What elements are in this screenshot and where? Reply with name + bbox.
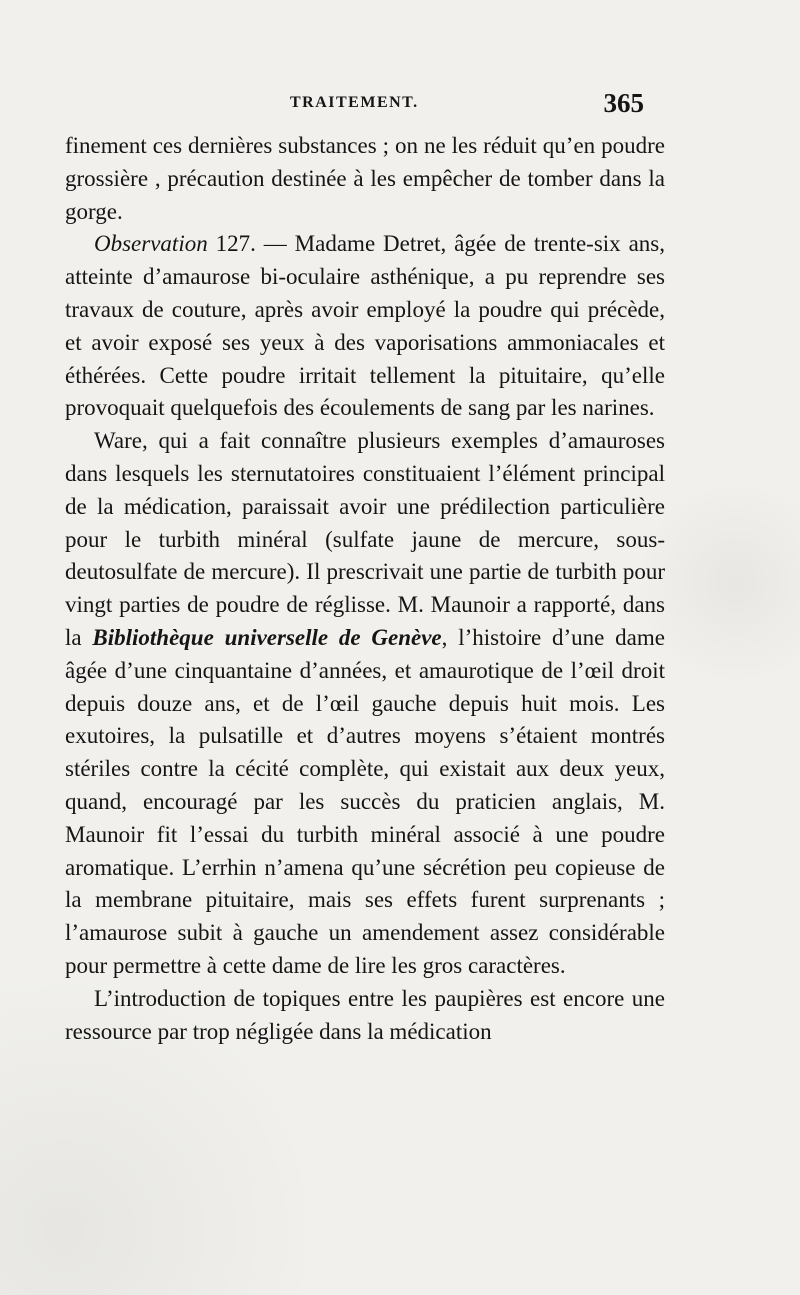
observation-text: 127. — Madame Detret, âgée de trente-six ans, atteinte d’amaurose bi-oculaire asthénique, a pu reprendre ses travaux de couture, après avoir employé la poudre qui précède, et avoir exposé ses yeux à des vaporisations ammoniacales et éthérées. Cette poudre irritait tellement la pituitaire, qu’elle provoquait quelquefois des écoulements de sang par les narines. <box>65 231 665 421</box>
paragraph-text: finement ces dernières substances ; on ne les réduit qu’en poudre grossière , précaution destinée à les empêcher de tomber dans la gorge. <box>65 133 665 224</box>
page-header <box>68 88 648 124</box>
paragraph-text-after-title: , l’histoire d’une dame âgée d’une cinquantaine d’années, et amaurotique de l’œil droit depuis douze ans, et de l’œil gauche depuis huit mois. Les exutoires, la pulsatille et d’autres moyens s’étaient montrés stériles contre la cécité complète, qui existait aux deux yeux, quand, encouragé par les succès du praticien anglais, M. Maunoir fit l’essai du turbith minéral associé à une poudre aromatique. L’errhin n’amena qu’une sécrétion peu copieuse de la membrane pituitaire, mais ses effets furent surprenants ; l’amaurose subit à gauche un amendement assez considérable pour permettre à cette dame de lire les gros caractères. <box>65 624 665 978</box>
paragraph-observation <box>65 228 665 425</box>
paragraph-text: L’introduction de topiques entre les paupières est encore une ressource par trop négligée dans la médication <box>65 985 665 1044</box>
paragraph-introduction <box>65 983 665 1049</box>
page-number: 365 <box>603 88 644 118</box>
paragraph-text-before-title: Ware, qui a fait connaître plusieurs exemples d’amauroses dans lesquels les sternutatoires constituaient l’élément principal de la médication, paraissait avoir une prédilection particulière pour le turbith minéral (sulfate jaune de mercure, sous-deutosulfate de mercure). Il prescrivait une partie de turbith pour vingt parties de poudre de réglisse. M. Maunoir a rapporté, dans la <box>65 428 665 650</box>
observation-label: Observation <box>94 231 208 257</box>
body-text <box>65 130 665 1048</box>
paragraph-continuation <box>65 130 665 228</box>
running-head: TRAITEMENT. <box>290 94 419 111</box>
paragraph-ware <box>65 425 665 983</box>
book-title: Bibliothèque universelle de Genève <box>92 624 442 650</box>
